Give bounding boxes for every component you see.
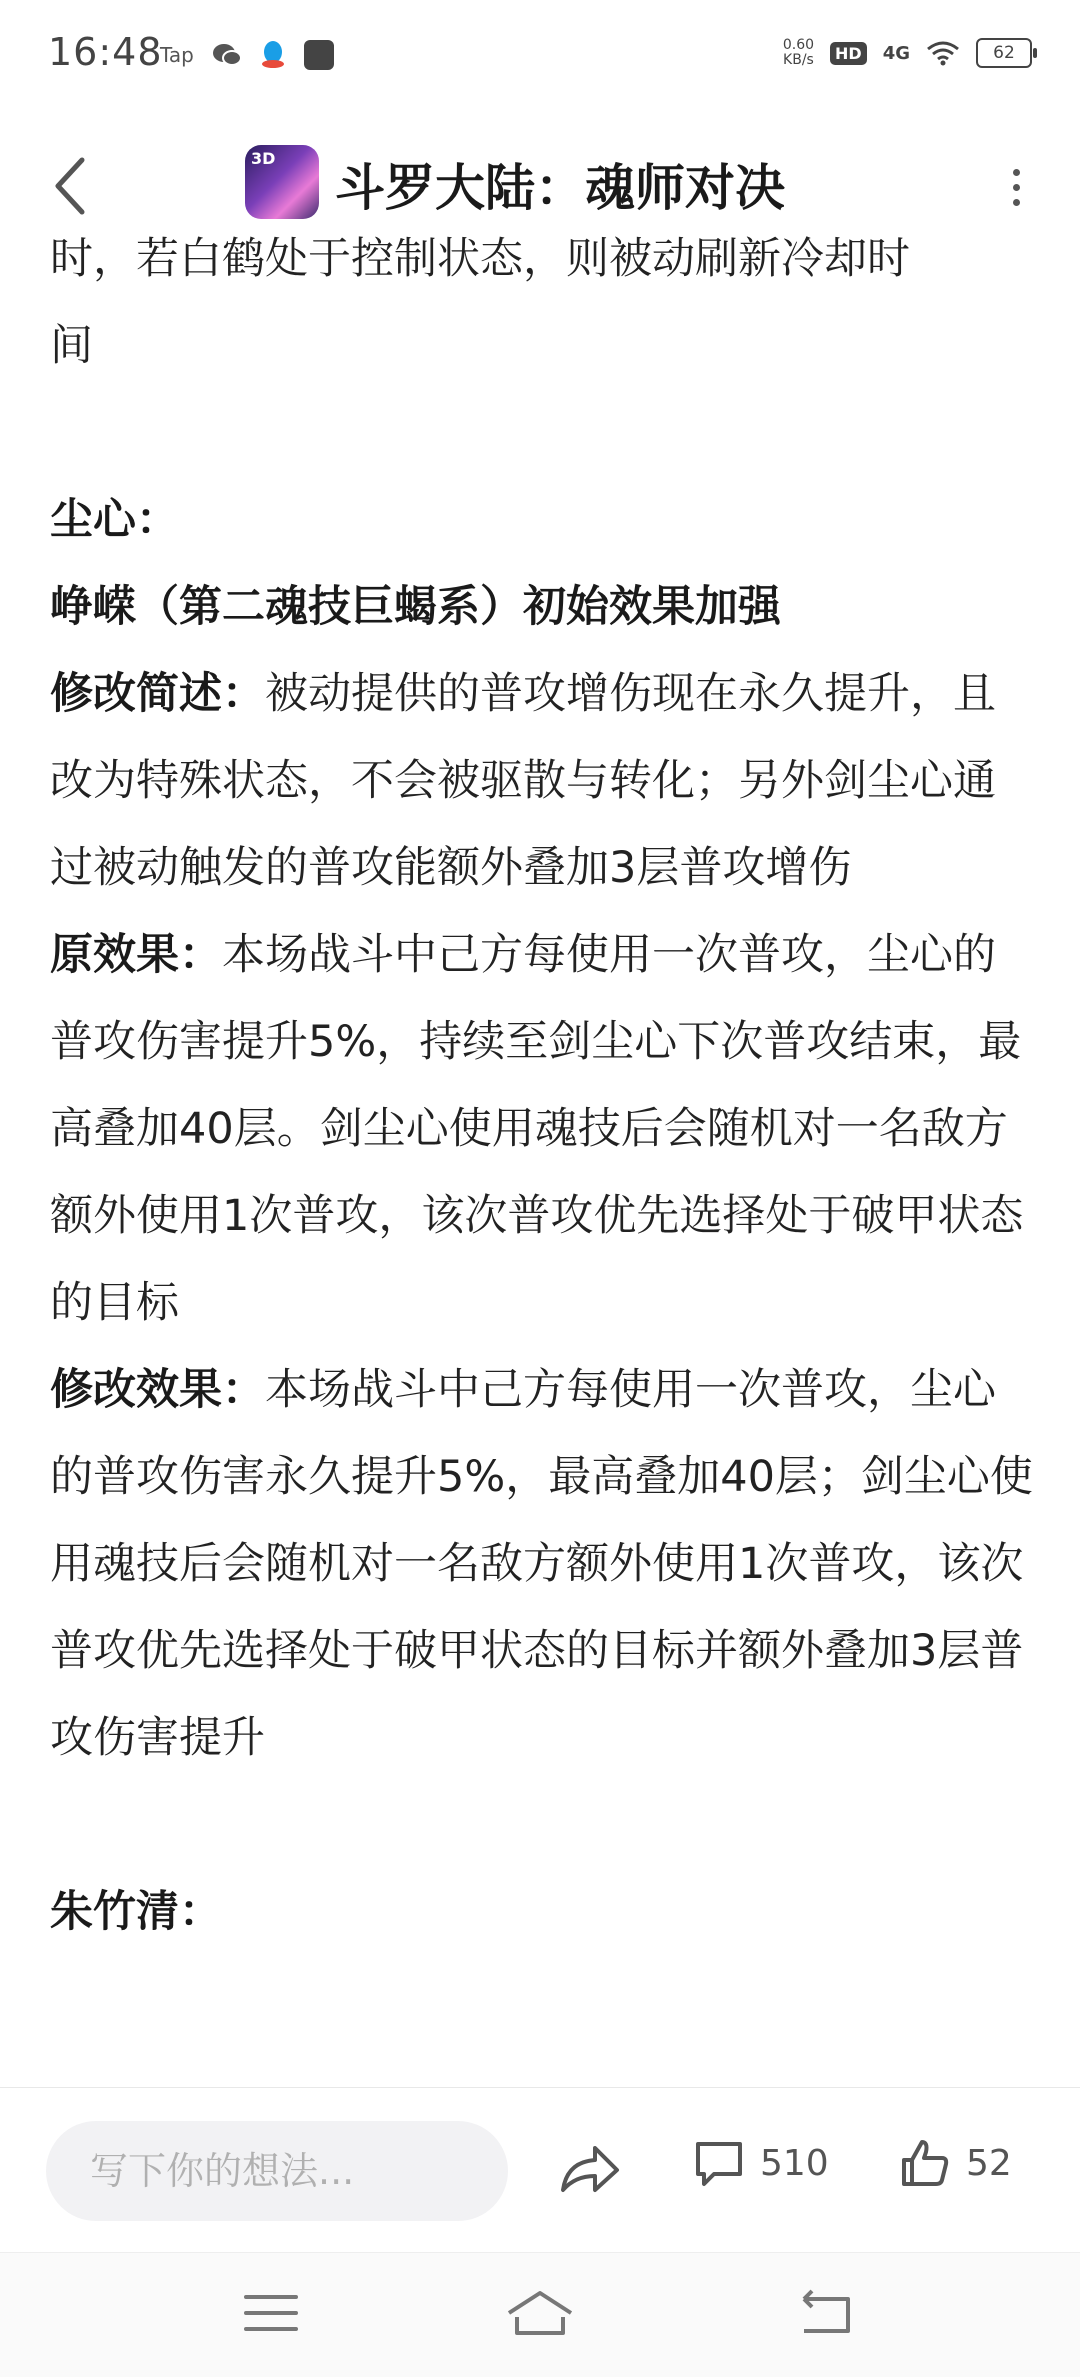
like-count: 52 <box>966 2142 1012 2184</box>
hd-icon: HD <box>830 42 867 65</box>
network-speed-value: 0.60 <box>782 37 815 53</box>
system-status-icons <box>783 38 1032 68</box>
back-nav-icon[interactable] <box>790 2283 860 2343</box>
home-icon[interactable] <box>505 2283 575 2343</box>
battery-level: 62 <box>993 43 1015 63</box>
original-text: 本场战斗中己方每使用一次普攻，尘心的普攻伤害提升5%，持续至剑尘心下次普攻结束，最高叠加40层。剑尘心使用魂技后会随机对一名敌方额外使用1次普攻，该次普攻优先选择处于破甲状态的目标 <box>50 930 1024 1328</box>
more-dot <box>1013 199 1020 206</box>
more-dot <box>1013 184 1020 191</box>
original-effect-paragraph <box>50 912 1035 1347</box>
summary-label: 修改简述： <box>50 669 265 719</box>
game-app-icon[interactable] <box>245 145 319 219</box>
hero-name-chenxin: 尘心： <box>50 495 179 545</box>
summary-paragraph <box>50 651 1035 912</box>
modified-text: 本场战斗中己方每使用一次普攻，尘心的普攻伤害永久提升5%，最高叠加40层；剑尘心使用魂技后会随机对一名敌方额外使用1次普攻，该次普攻优先选择处于破甲状态的目标并额外叠加3层普攻伤害提升 <box>50 1365 1033 1763</box>
modified-label: 修改效果： <box>50 1365 265 1415</box>
back-button[interactable] <box>44 146 104 226</box>
status-bar <box>0 0 1080 112</box>
network-speed <box>783 38 814 68</box>
battery-icon <box>976 38 1032 68</box>
paragraph-gap <box>50 1782 1035 1869</box>
comment-button[interactable] <box>692 2136 829 2190</box>
comment-icon <box>692 2136 746 2190</box>
app-icon-badge: 3D <box>251 149 276 168</box>
like-button[interactable] <box>898 2136 1012 2190</box>
article-line: 间 <box>50 321 93 371</box>
status-time: 16:48 <box>48 30 163 74</box>
thumbs-up-icon <box>898 2136 952 2190</box>
page-title[interactable]: 斗罗大陆：魂师对决 <box>335 159 785 217</box>
share-icon[interactable] <box>555 2138 625 2202</box>
menu-icon[interactable] <box>236 2283 306 2343</box>
qq-icon <box>260 40 286 70</box>
paragraph-gap <box>50 390 1035 477</box>
message-icon <box>304 40 334 70</box>
system-navigation-bar <box>0 2252 1080 2377</box>
comment-count: 510 <box>760 2142 829 2184</box>
wifi-icon <box>926 40 960 66</box>
section-title <box>50 1869 1035 1956</box>
taptap-icon: Tap <box>160 43 194 67</box>
article-body <box>50 234 1035 2087</box>
network-speed-unit: KB/s <box>783 52 814 68</box>
more-dot <box>1013 169 1020 176</box>
section-subtitle <box>50 564 1035 651</box>
summary-text: 被动提供的普攻增伤现在永久提升，且改为特殊状态，不会被驱散与转化；另外剑尘心通过被动触发的普攻能额外叠加3层普攻增伤 <box>50 669 996 893</box>
more-options-button[interactable] <box>996 152 1036 222</box>
comment-action-bar <box>0 2087 1080 2253</box>
hero-name-zhuzhuqing: 朱竹清： <box>50 1887 222 1937</box>
wechat-icon <box>212 42 242 68</box>
skill-title: 峥嵘（第二魂技巨蝎系）初始效果加强 <box>50 582 781 632</box>
modified-effect-paragraph <box>50 1347 1035 1782</box>
article-line: 时，若白鹤处于控制状态，则被动刷新冷却时 <box>50 234 910 284</box>
cellular-signal-icon: 4G <box>882 42 910 64</box>
notification-icons <box>160 40 334 70</box>
comment-input[interactable]: 写下你的想法... <box>46 2121 508 2221</box>
original-label: 原效果： <box>50 930 222 980</box>
section-title <box>50 477 1035 564</box>
